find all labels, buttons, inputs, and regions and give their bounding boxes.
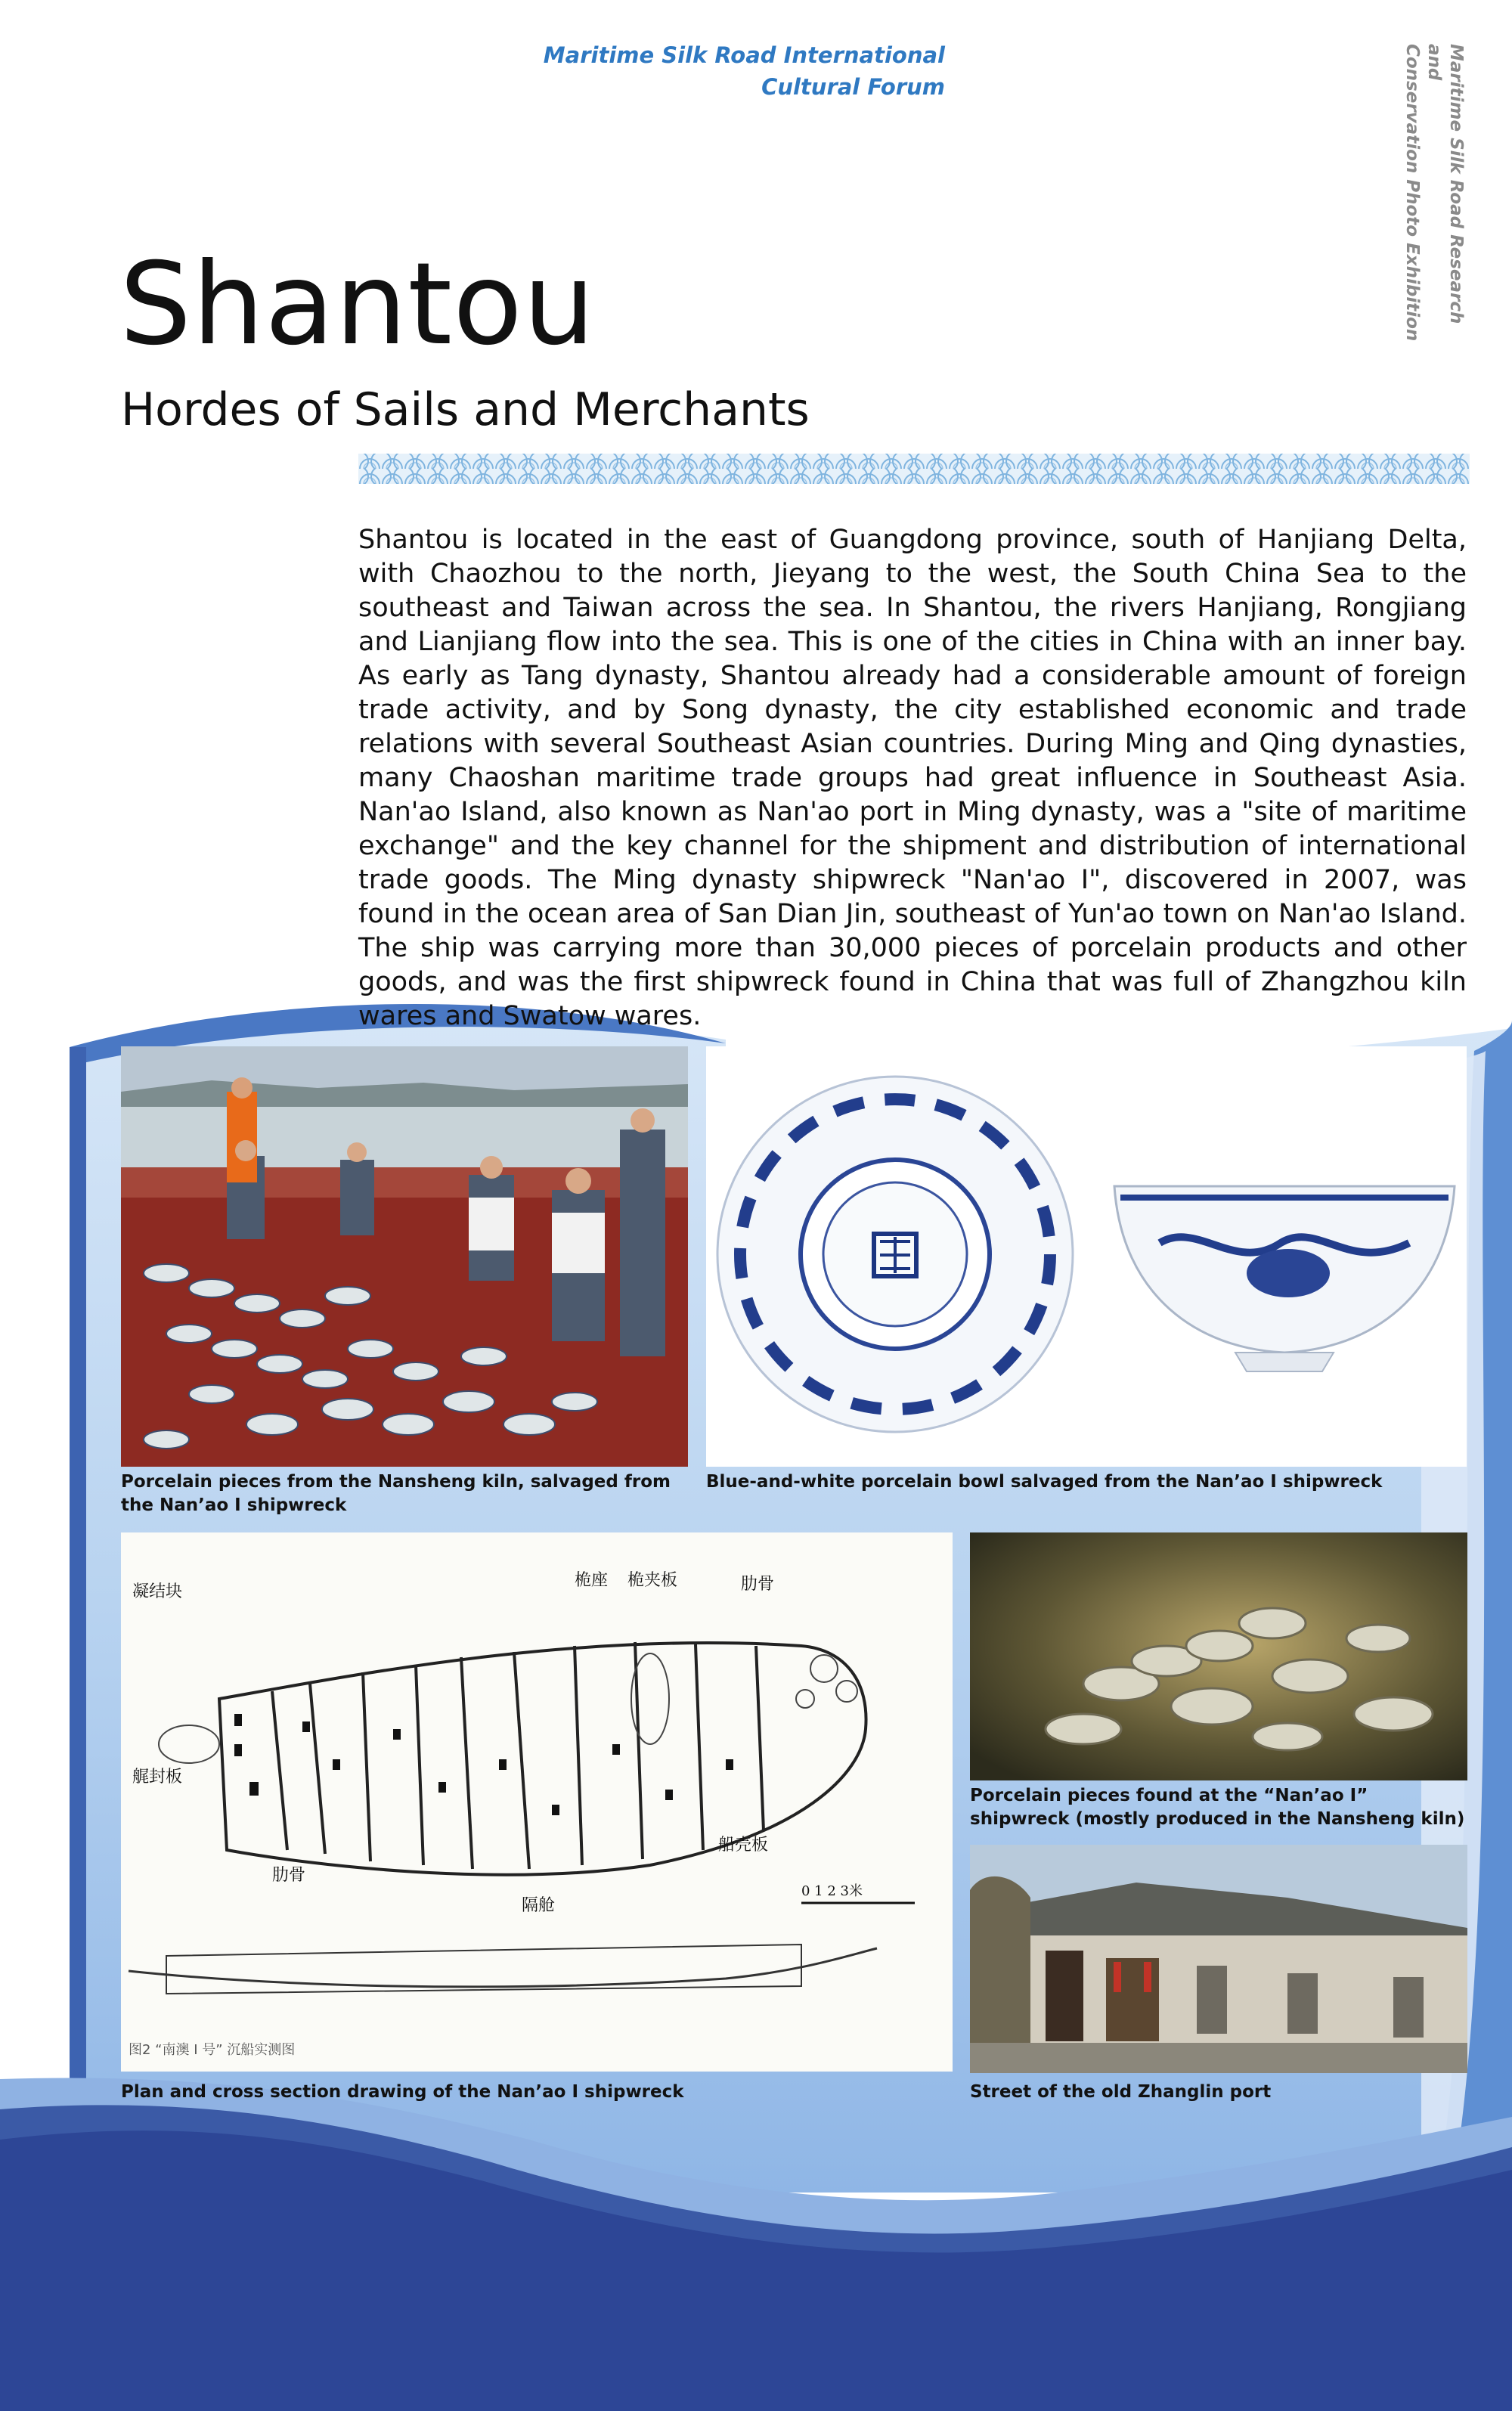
- wave-pattern-divider: [358, 454, 1470, 484]
- drawing-scale-bar: 0 1 2 3米: [801, 1883, 863, 1899]
- org-line-1: Maritime Silk Road International: [543, 42, 945, 68]
- caption-street: Street of the old Zhanglin port: [970, 2082, 1272, 2102]
- drawing-label-ribs-2: 肋骨: [741, 1575, 775, 1594]
- photo-underwater-porcelain: [970, 1532, 1467, 1780]
- header-organization: [484, 39, 945, 103]
- photo-zhanglin-street: [970, 1845, 1467, 2073]
- side-title-line-1: Maritime Silk Road Research and: [1424, 44, 1466, 324]
- drawing-label-hull-plank: 船壳板: [718, 1836, 769, 1855]
- caption-plan: Plan and cross section drawing of the Nan’ao I shipwreck: [121, 2082, 684, 2102]
- intro-paragraph: Shantou is located in the east of Guangdong province, south of Hanjiang Delta, with Chaozhou to the north, Jieyang to the west, the South China Sea to the southeast and Taiwan across the sea. In Shantou, the rivers Hanjiang, Rongjiang and Lianjiang flow into the sea. This is one of the cities in China with an inner bay. As early as Tang dynasty, Shantou already had a considerable amount of foreign trade activity, and by Song dynasty, the city established economic and trade relations with several Southeast Asian countries. During Ming and Qing dynasties, many Chaoshan maritime trade groups had great influence in Southeast Asia. Nan'ao Island, also known as Nan'ao port in Ming dynasty, was a "site of maritime exchange" and the key channel for the shipment and distribution of international trade goods. The Ming dynasty shipwreck "Nan'ao I", discovered in 2007, was found in the ocean area of San Dian Jin, southeast of Yun'ao town on Nan'ao Island. The ship was carrying more than 30,000 pieces of porcelain products and other goods, and was the first shipwreck found in China that was full of Zhangzhou kiln wares and Swatow wares.: [358, 525, 1467, 1031]
- drawing-label-concretion: 凝结块: [132, 1582, 183, 1601]
- photo-blue-white-bowls: [706, 1046, 1467, 1467]
- page-subtitle: Hordes of Sails and Merchants: [121, 383, 810, 436]
- side-title-line-2: Conservation Photo Exhibition: [1402, 44, 1422, 342]
- drawing-figure-caption: 图2 “南澳 I 号” 沉船实测图: [129, 2042, 296, 2058]
- caption-underwater: Porcelain pieces found at the “Nan’ao I” shipwreck (mostly produced in the Nansheng kiln): [970, 1786, 1465, 1829]
- caption-porcelain-deck: Porcelain pieces from the Nansheng kiln, salvaged from the Nan’ao I shipwreck: [121, 1472, 671, 1515]
- side-exhibition-title: [1402, 44, 1467, 346]
- org-line-2: Cultural Forum: [761, 74, 945, 100]
- drawing-label-mast-seat: 桅座: [575, 1571, 609, 1590]
- drawing-label-stern-plate: 艉封板: [132, 1768, 183, 1787]
- page-title: Shantou: [119, 239, 596, 370]
- drawing-shipwreck-plan: [121, 1532, 953, 2072]
- caption-bowl: Blue-and-white porcelain bowl salvaged from the Nan’ao I shipwreck: [706, 1472, 1383, 1492]
- photo-porcelain-on-deck: [121, 1046, 688, 1467]
- drawing-label-ribs-1: 肋骨: [272, 1866, 306, 1885]
- drawing-label-mast-clamp: 桅夹板: [627, 1571, 678, 1590]
- drawing-label-bulkhead: 隔舱: [522, 1896, 556, 1915]
